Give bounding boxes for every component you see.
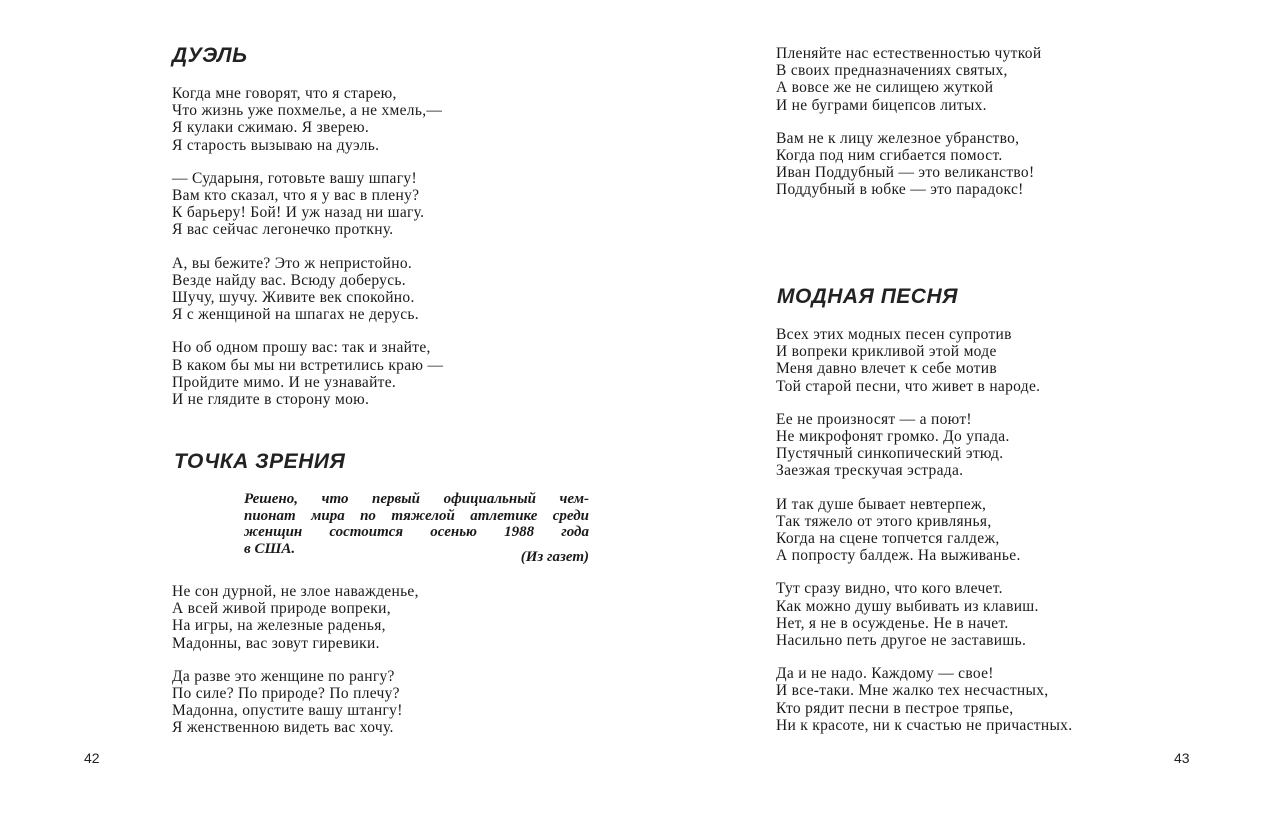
verse-line: Что жизнь уже похмелье, а не хмель,— (172, 102, 443, 120)
verse-line: Не сон дурной, не злое наважденье, (172, 583, 419, 600)
stanza (776, 496, 1072, 565)
stanza (776, 411, 1072, 480)
stanza (776, 45, 1041, 114)
poem-modnaya-pesnya (777, 285, 1072, 734)
verse-line: Меня давно влечет к себе мотив (776, 360, 997, 378)
stanza (776, 665, 1072, 734)
stanza (172, 85, 443, 154)
verse-line: В каком бы мы ни встретились краю — (172, 356, 444, 374)
verse-line: Когда под ним сгибается помост. (776, 147, 1003, 165)
verse-line: И все-таки. Мне жалко тех несчастных, (776, 682, 1049, 700)
stanza (776, 326, 1072, 395)
stanza (776, 130, 1041, 199)
stanza (172, 583, 419, 652)
verse-line: Пустячный синкопический этюд. (776, 445, 1004, 463)
verse-line: Ее не произносят — а поют! (776, 410, 972, 428)
poem-title: МОДНАЯ ПЕСНЯ (777, 285, 958, 308)
verse-line: Я женственною видеть вас хочу. (172, 719, 394, 737)
verse-line: Да разве это женщине по рангу? (172, 667, 395, 685)
verse-line: Я с женщиной на шпагах не дерусь. (172, 306, 419, 324)
stanza (172, 668, 419, 737)
verse-line: Поддубный в юбке — это парадокс! (776, 181, 1024, 199)
verse-line: Везде найду вас. Всюду доберусь. (172, 271, 406, 289)
verse-line: Кто рядит песни в пестрое тряпье, (776, 699, 1014, 717)
verse-line: Всех этих модных песен супротив (776, 326, 1012, 343)
epigraph (244, 491, 589, 557)
poem-tochka-zreniya-body (172, 583, 419, 737)
verse-line: Пленяйте нас естественностью чуткой (776, 45, 1042, 62)
verse-line: Так тяжело от этого кривлянья, (776, 512, 992, 530)
verse-line: И не буграми бицепсов литых. (776, 96, 987, 114)
verse-line: Заезжая трескучая эстрада. (776, 462, 964, 480)
poem-title: ТОЧКА ЗРЕНИЯ (174, 450, 346, 473)
verse-line: Мадонна, опустите вашу штангу! (172, 702, 403, 720)
verse-line: Насильно петь другое не заставишь. (776, 632, 1027, 650)
verse-line: Как можно душу выбивать из клавиш. (776, 597, 1039, 615)
stanza (172, 170, 443, 239)
verse-line: Не микрофонят громко. До упада. (776, 428, 1010, 446)
verse-line: К барьеру! Бой! И уж назад ни шагу. (172, 204, 425, 222)
verse-line: Нет, я не в осужденье. Не в начет. (776, 614, 1009, 632)
poem-duel (172, 44, 443, 408)
page-number: 43 (1174, 750, 1190, 766)
verse-line: По силе? По природе? По плечу? (172, 685, 400, 703)
epigraph-source: (Из газет) (520, 549, 589, 565)
stanza (776, 580, 1072, 649)
verse-line: Той старой песни, что живет в народе. (776, 377, 1041, 395)
epigraph-line: Решено, что первый официальный чем- (244, 491, 589, 507)
poem-title: ДУЭЛЬ (172, 44, 248, 67)
verse-line: — Сударыня, готовьте вашу шпагу! (172, 169, 417, 187)
verse-line: И так душе бывает невтерпеж, (776, 495, 987, 513)
verse-line: Тут сразу видно, что кого влечет. (776, 580, 1003, 598)
verse-line: Пройдите мимо. И не узнавайте. (172, 373, 397, 391)
verse-line: Я кулаки сжимаю. Я зверею. (172, 119, 370, 137)
epigraph-line: женщин состоится осенью 1988 года (244, 524, 589, 540)
poem-tochka-zreniya (174, 450, 345, 474)
verse-line: Вам кто сказал, что я у вас в плену? (172, 187, 420, 205)
verse-line: Да и не надо. Каждому — свое! (776, 665, 994, 683)
verse-line: Иван Поддубный — это великанство! (776, 164, 1035, 182)
page-number: 42 (84, 750, 100, 766)
verse-line: А, вы бежите? Это ж непристойно. (172, 254, 413, 272)
verse-line: А попросту балдеж. На выживанье. (776, 547, 1021, 565)
stanza (172, 339, 443, 408)
verse-line: На игры, на железные раденья, (172, 617, 386, 635)
epigraph-line: в США. (244, 540, 296, 557)
verse-line: Я старость вызываю на дуэль. (172, 136, 380, 154)
verse-line: Я вас сейчас легонечко проткну. (172, 221, 394, 239)
verse-line: Вам не к лицу железное убранство, (776, 129, 1020, 147)
verse-line: И вопреки крикливой этой моде (776, 343, 997, 361)
verse-line: А всей живой природе вопреки, (172, 600, 391, 618)
epigraph-line: пионат мира по тяжелой атлетике среди (244, 507, 589, 524)
verse-line: А вовсе же не силищею жуткой (776, 79, 994, 97)
right-page (640, 0, 1280, 819)
stanza (172, 255, 443, 324)
verse-line: Шучу, шучу. Живите век спокойно. (172, 289, 415, 307)
poem-continuation (776, 45, 1041, 199)
verse-line: Когда мне говорят, что я старею, (172, 85, 397, 102)
verse-line: Но об одном прошу вас: так и знайте, (172, 339, 431, 357)
verse-line: Ни к красоте, ни к счастью не причастных. (776, 716, 1073, 734)
verse-line: Когда на сцене топчется галдеж, (776, 530, 1000, 548)
verse-line: И не глядите в сторону мою. (172, 391, 370, 409)
verse-line: Мадонны, вас зовут гиревики. (172, 634, 380, 652)
verse-line: В своих предназначениях святых, (776, 62, 1008, 80)
